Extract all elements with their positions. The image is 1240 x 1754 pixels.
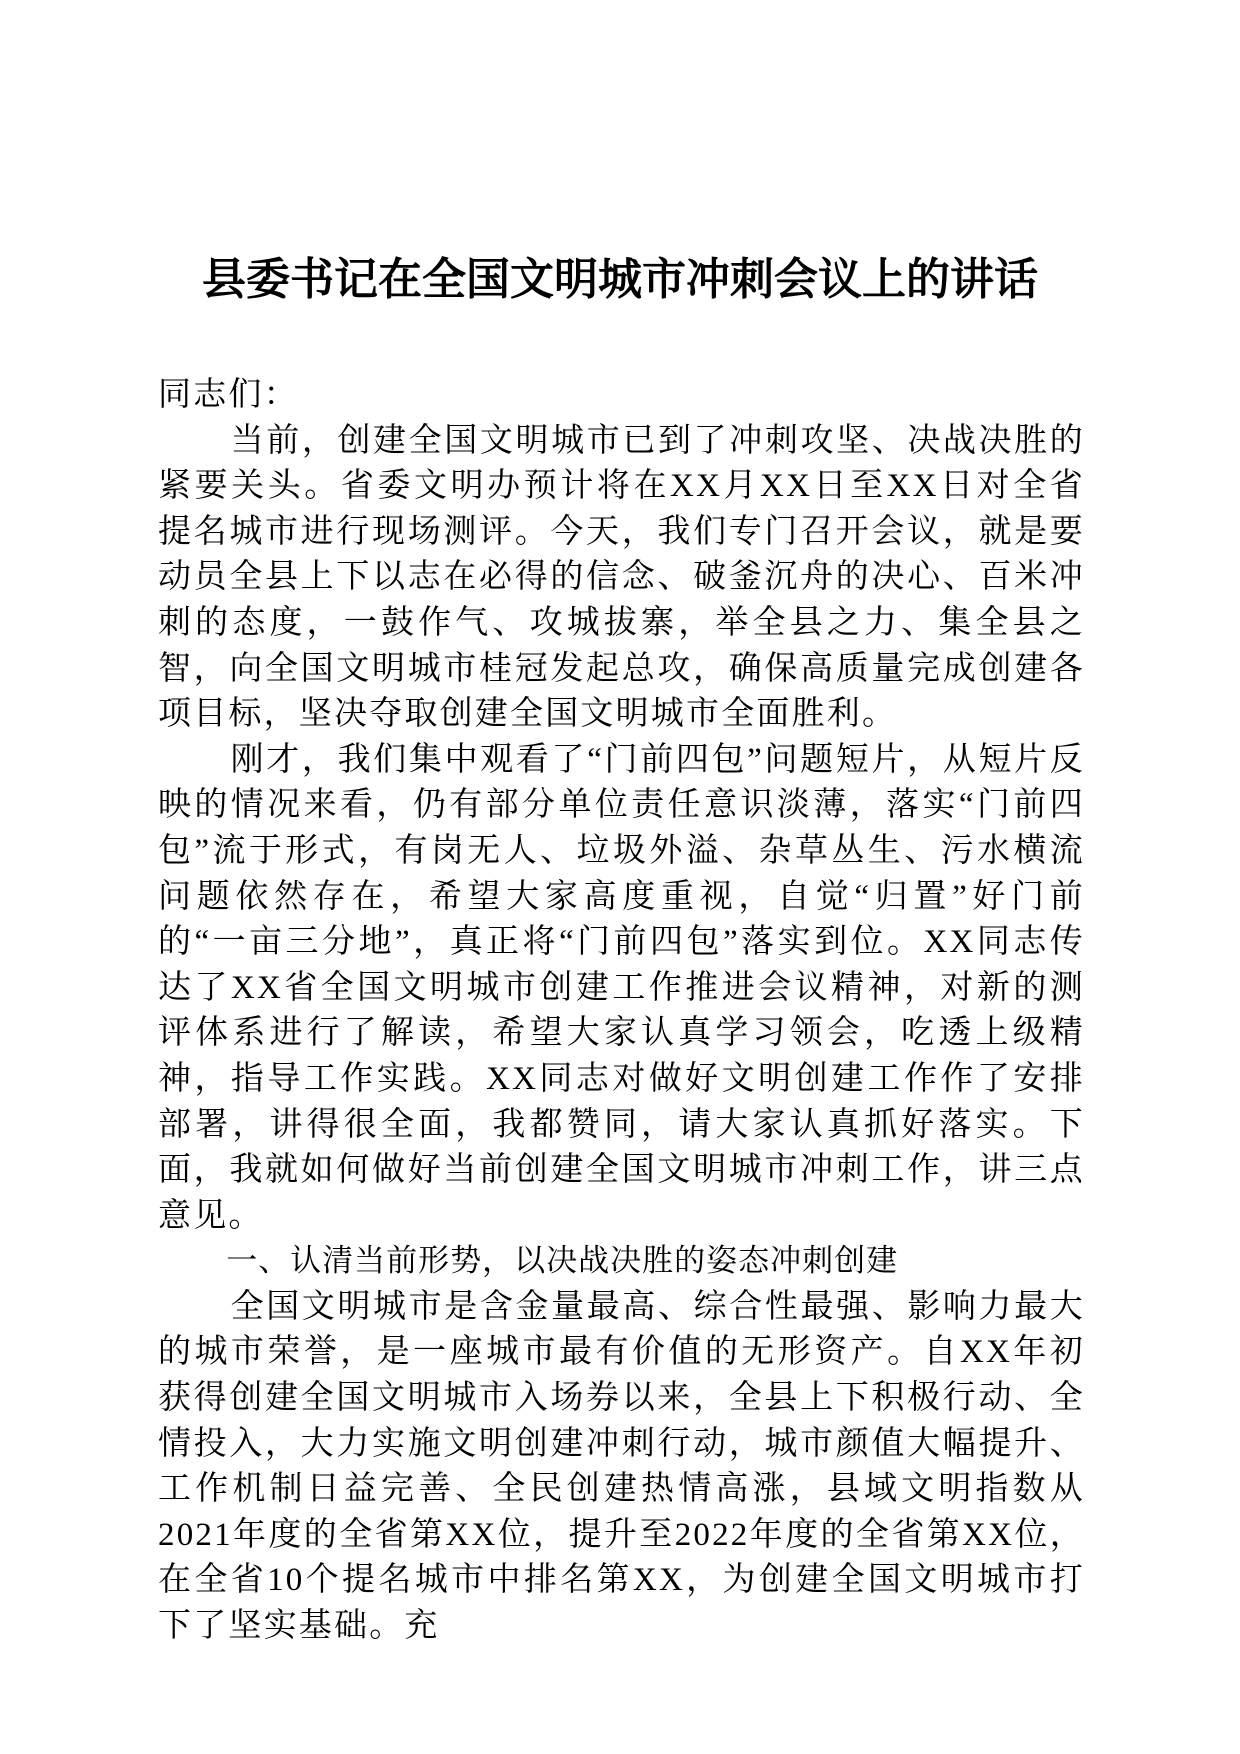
paragraph-intro: 当前，创建全国文明城市已到了冲刺攻坚、决战决胜的紧要关头。省委文明办预计将在XX月XX日至XX日对全省提名城市进行现场测评。今天，我们专门召开会议，就是要动员全县上下以志在必得的信念、破釜沉舟的决心、百米冲刺的态度，一鼓作气、攻城拔寨，举全县之力、集全县之智，向全国文明城市桂冠发起总攻，确保高质量完成创建各项目标，坚决夺取创建全国文明城市全面胜利。 [158, 422, 1085, 733]
section-heading: 一、认清当前形势，以决战决胜的姿态冲刺创建 [226, 1243, 899, 1280]
paragraph-review: 刚才，我们集中观看了“门前四包”问题短片，从短片反映的情况来看，仍有部分单位责任意识淡薄，落实“门前四包”流于形式，有岗无人、垃圾外溢、杂草丛生、污水横流问题依然存在，希望大家高度重视，自觉“归置”好门前的“一亩三分地”，真正将“门前四包”落实到位。XX同志传达了XX省全国文明城市创建工作推进会议精神，对新的测评体系进行了解读，希望大家认真学习领会，吃透上级精神，指导工作实践。XX同志对做好文明创建工作作了安排部署，讲得很全面，我都赞同，请大家认真抓好落实。下面，我就如何做好当前创建全国文明城市冲刺工作，讲三点意见。 [158, 741, 1085, 1234]
document-title: 县委书记在全国文明城市冲刺会议上的讲话 [202, 254, 1038, 305]
section-paragraph: 全国文明城市是含金量最高、综合性最强、影响力最大的城市荣誉，是一座城市最有价值的无形资产。自XX年初获得创建全国文明城市入场券以来，全县上下积极行动、全情投入，大力实施文明创建冲刺行动，城市颜值大幅提升、工作机制日益完善、全民创建热情高涨，县域文明指数从2021年度的全省第XX位，提升至2022年度的全省第XX位，在全省10个提名城市中排名第XX，为创建全国文明城市打下了坚实基础。充 [158, 1288, 1085, 1645]
salutation: 同志们： [158, 377, 299, 413]
document-body [158, 373, 1085, 1650]
